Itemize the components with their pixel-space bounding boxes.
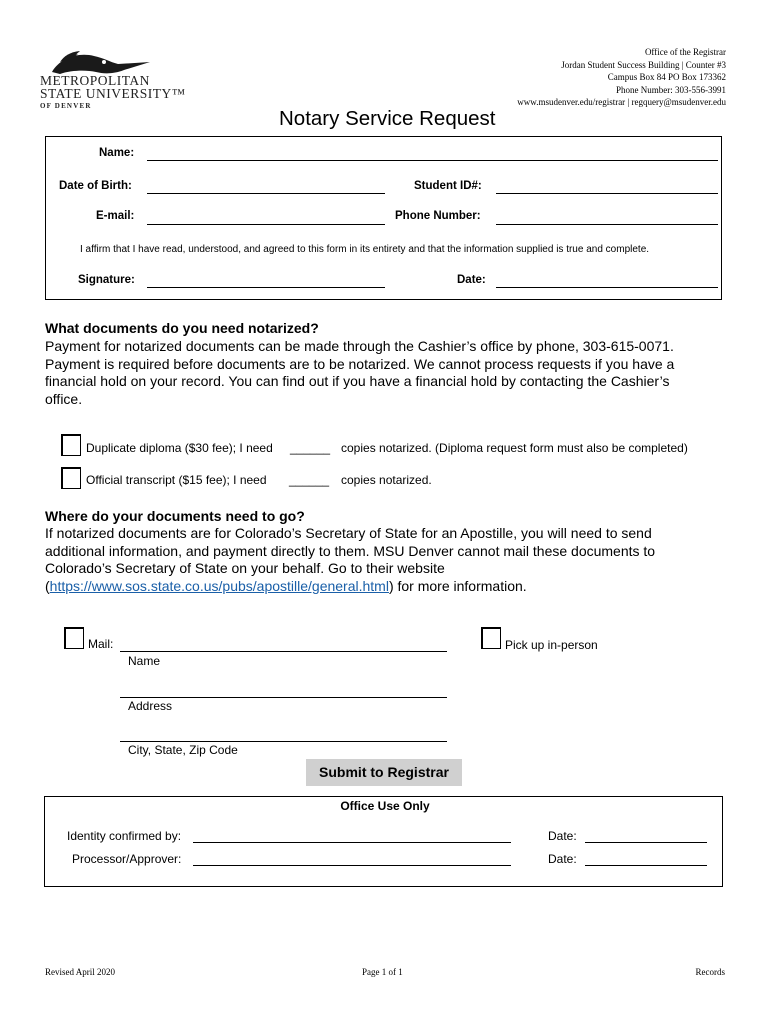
transcript-copies-suffix: copies notarized. [341, 473, 432, 487]
submit-to-registrar-button[interactable]: Submit to Registrar [306, 759, 462, 786]
name-caption: Name [128, 654, 161, 668]
mail-name-field[interactable] [120, 651, 447, 652]
address-caption: Address [128, 699, 173, 713]
paragraph-line: additional information, and payment directly to them. MSU Denver cannot mail these documents to [45, 542, 656, 559]
mail-address-field[interactable] [120, 697, 447, 698]
documents-heading: What documents do you need notarized? [45, 320, 319, 336]
paragraph-line: office. [45, 390, 83, 407]
processor-approver-field[interactable] [193, 865, 511, 866]
mail-label: Mail: [88, 637, 114, 651]
university-logo-wordmark [40, 74, 186, 112]
mail-checkbox[interactable] [64, 627, 84, 649]
footer-records: Records [695, 967, 725, 977]
paragraph-line: Colorado’s Secretary of State on your behalf. Go to their website [45, 560, 445, 576]
paragraph-line: If notarized documents are for Colorado’s Secretary of State for an Apostille, you will need to send [45, 525, 652, 541]
link-suffix: ) for more information. [388, 577, 527, 594]
identity-confirmed-field[interactable] [193, 842, 511, 843]
registrar-contact-block [517, 46, 726, 109]
paragraph-line: Payment is required before documents are to be notarized. We cannot process requests if you have a [45, 355, 675, 372]
revised-date: Revised April 2020 [45, 967, 115, 977]
logo-line-1: METROPOLITAN [40, 73, 150, 88]
signature-field[interactable] [147, 287, 385, 288]
name-field[interactable] [147, 160, 718, 161]
payment-paragraph [45, 338, 735, 408]
office-use-title: Office Use Only [340, 799, 430, 813]
transcript-copies-field[interactable]: ______ [289, 473, 330, 487]
logo-line-3: OF DENVER [40, 102, 92, 110]
date-field[interactable] [496, 287, 718, 288]
office-line: Jordan Student Success Building | Counter #3 [561, 59, 726, 70]
duplicate-diploma-checkbox[interactable] [61, 434, 81, 456]
apostille-paragraph [45, 525, 735, 595]
page-title: Notary Service Request [279, 107, 496, 130]
office-date-field-1[interactable] [585, 842, 707, 843]
paragraph-line: Payment for notarized documents can be made through the Cashier’s office by phone, 303-615-0071. [45, 338, 674, 354]
paragraph-line [45, 578, 735, 596]
destination-heading: Where do your documents need to go? [45, 508, 305, 524]
logo-line-2: STATE UNIVERSITY™ [40, 86, 186, 101]
dob-field[interactable] [147, 193, 385, 194]
official-transcript-checkbox[interactable] [61, 467, 81, 489]
student-id-field[interactable] [496, 193, 718, 194]
office-date-label-2: Date: [548, 852, 577, 866]
email-label: E-mail: [96, 210, 135, 222]
phone-field[interactable] [496, 224, 718, 225]
mail-city-state-zip-field[interactable] [120, 741, 447, 742]
phone-label: Phone Number: [395, 210, 481, 222]
city-state-zip-caption: City, State, Zip Code [128, 743, 238, 757]
apostille-link[interactable]: https://www.sos.state.co.us/pubs/apostille/general.html [49, 577, 389, 594]
office-line: www.msudenver.edu/registrar | regquery@msudenver.edu [517, 97, 726, 107]
official-transcript-label: Official transcript ($15 fee); I need [86, 473, 267, 487]
pickup-label: Pick up in-person [505, 638, 598, 652]
diploma-copies-suffix: copies notarized. (Diploma request form must also be completed) [341, 441, 688, 455]
date-label: Date: [457, 274, 486, 286]
diploma-copies-field[interactable]: ______ [290, 441, 331, 455]
office-date-field-2[interactable] [585, 865, 707, 866]
pickup-checkbox[interactable] [481, 627, 501, 649]
processor-approver-label: Processor/Approver: [72, 852, 182, 866]
page-number: Page 1 of 1 [362, 967, 403, 977]
office-line: Office of the Registrar [644, 47, 726, 57]
dob-label: Date of Birth: [59, 180, 132, 192]
office-line: Phone Number: 303-556-3991 [616, 84, 726, 95]
name-label: Name: [99, 147, 135, 159]
link-open-paren: ( [45, 577, 50, 594]
affirmation-text: I affirm that I have read, understood, and agreed to this form in its entirety and that the information supplied is true and complete. [80, 244, 650, 255]
identity-confirmed-label: Identity confirmed by: [67, 829, 182, 843]
student-id-label: Student ID#: [414, 180, 482, 192]
office-date-label-1: Date: [548, 829, 577, 843]
paragraph-line: financial hold on your record. You can find out if you have a financial hold by contacting the Cashier’s [45, 373, 670, 389]
signature-label: Signature: [78, 274, 135, 286]
office-line: Campus Box 84 PO Box 173362 [607, 72, 726, 82]
duplicate-diploma-label: Duplicate diploma ($30 fee); I need [86, 441, 273, 455]
email-field[interactable] [147, 224, 385, 225]
